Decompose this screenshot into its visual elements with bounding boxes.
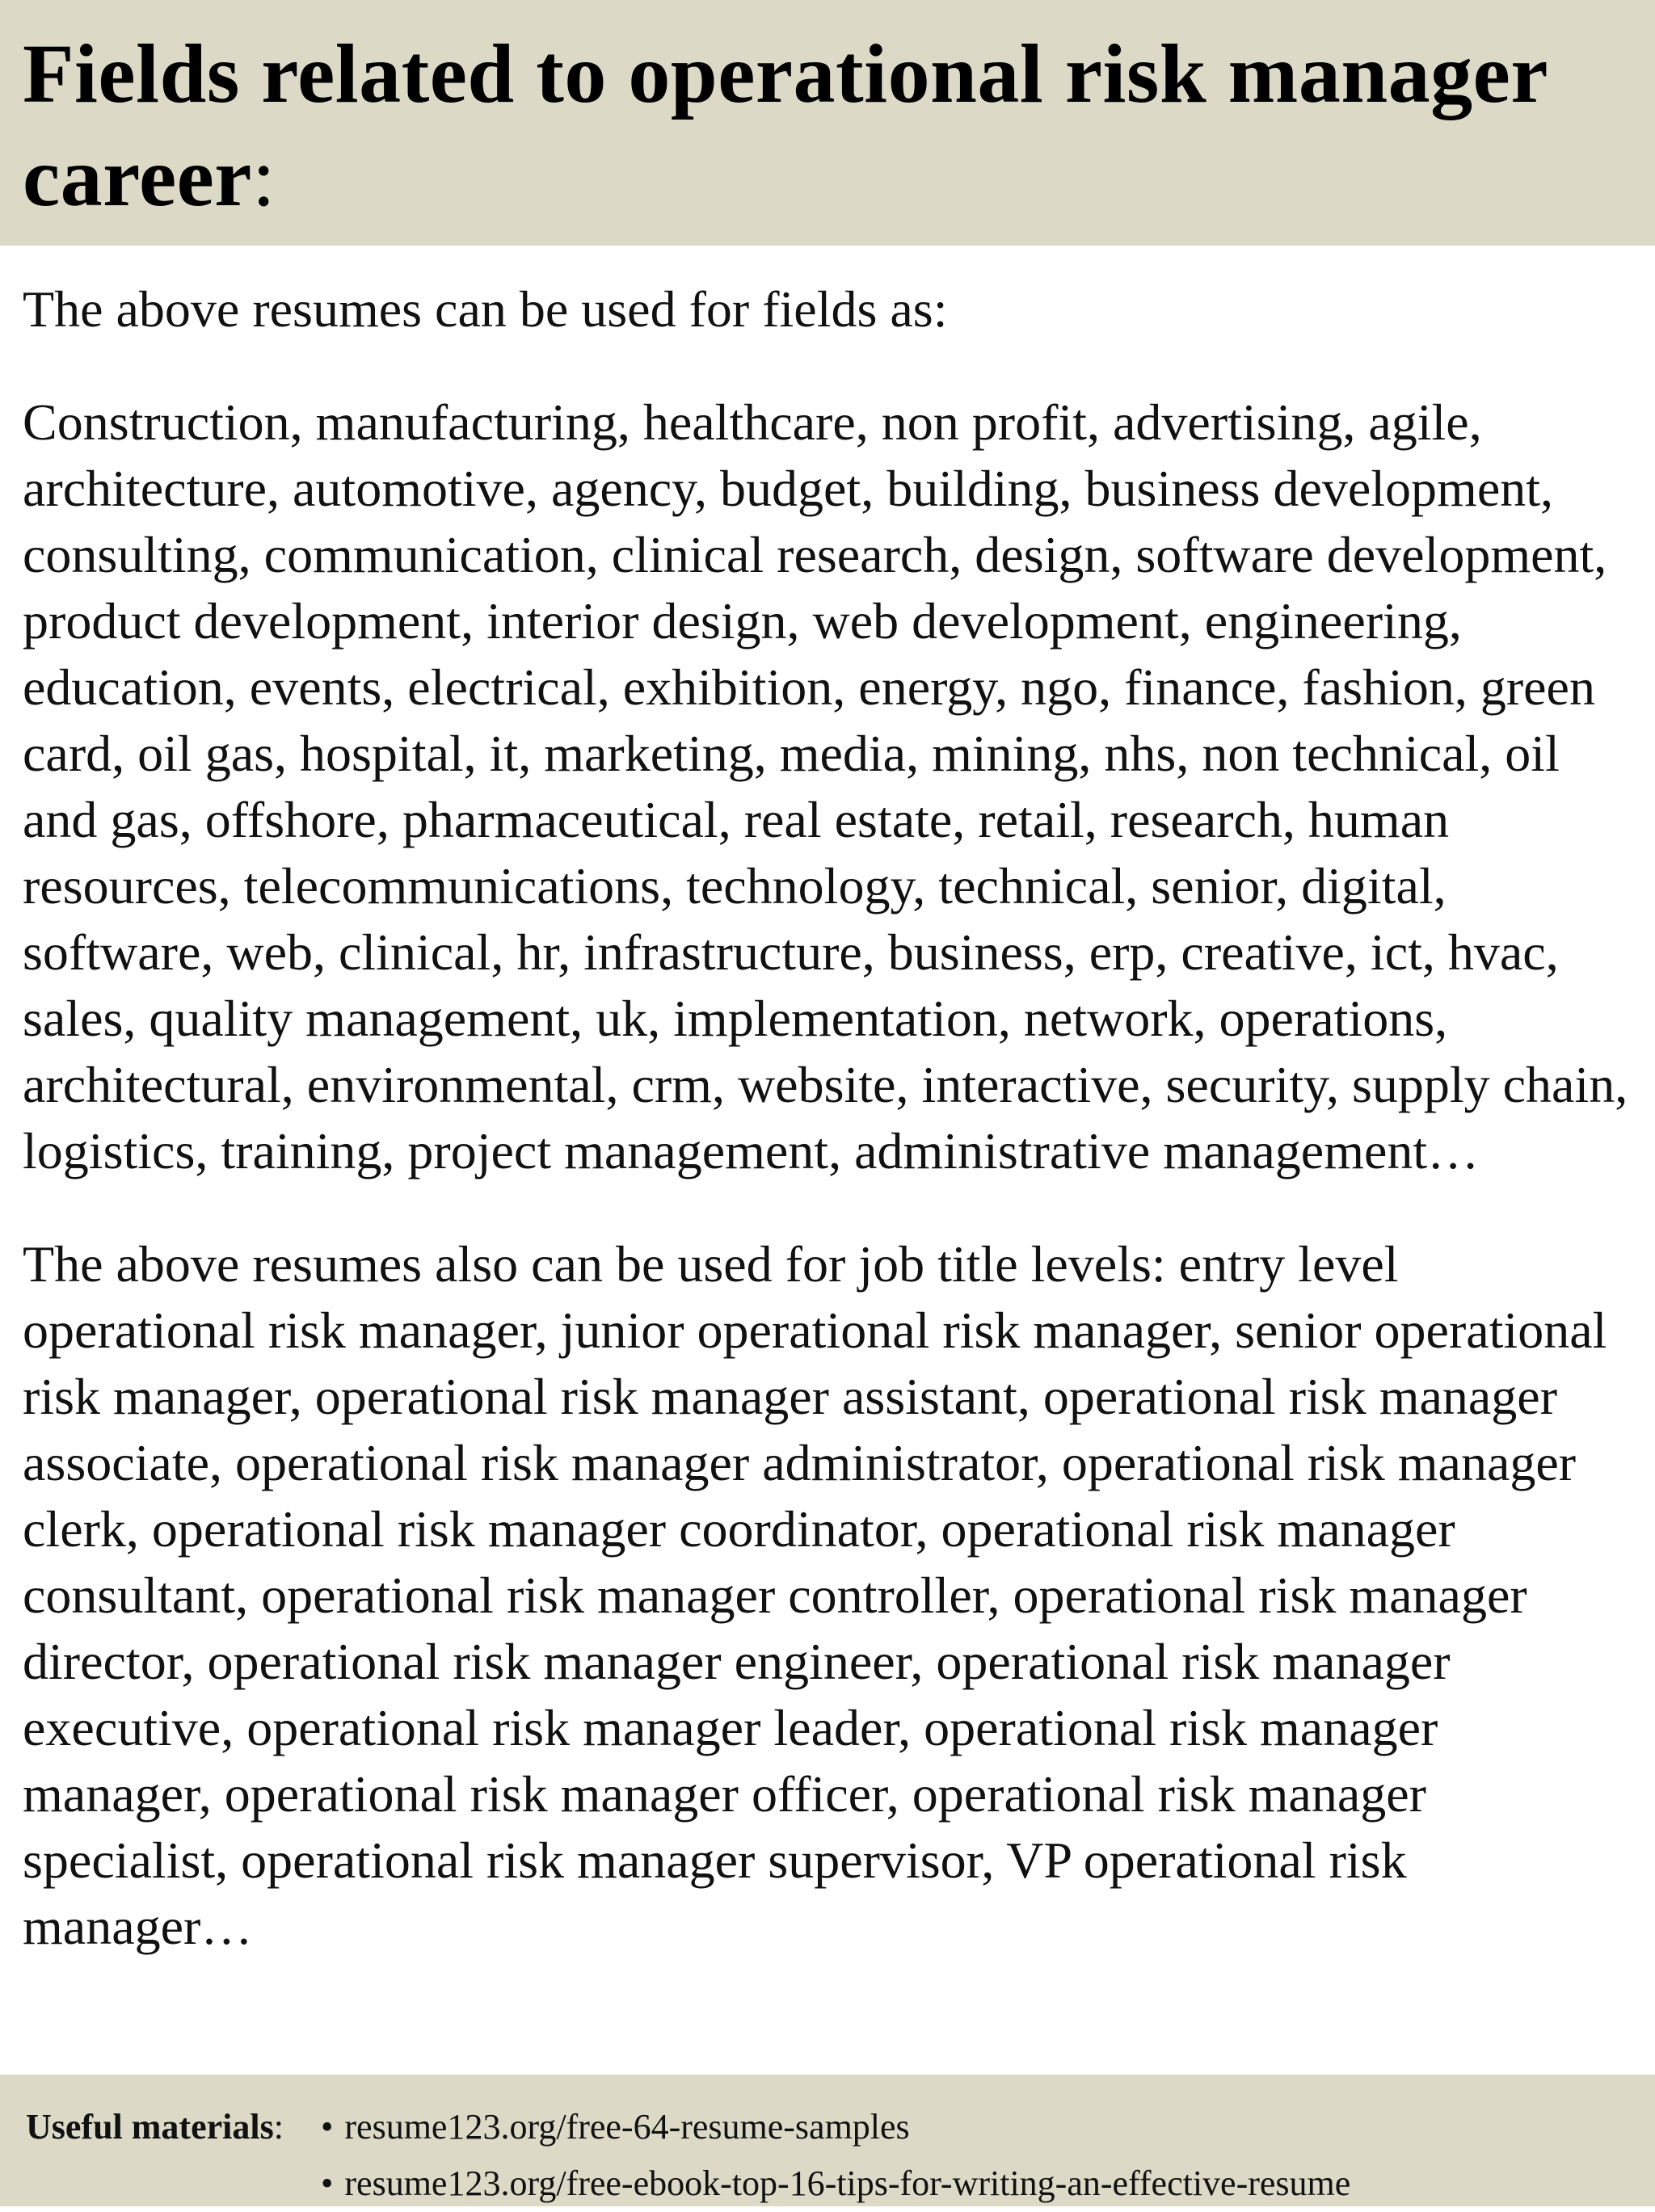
useful-materials-label-text: Useful materials	[26, 2107, 274, 2147]
page-title-text: Fields related to operational risk manager career	[23, 27, 1548, 224]
footer-label-spacer	[26, 2155, 321, 2212]
intro-paragraph: The above resumes can be used for fields as:	[23, 280, 948, 338]
page-title	[23, 23, 1632, 229]
footer-link-2-text[interactable]: resume123.org/free-ebook-top-16-tips-for-writing-an-effective-resume	[344, 2164, 1351, 2203]
job-levels-paragraph: The above resumes also can be used for job title levels: entry level operational risk manager, junior operational risk manager, senior operational risk manager, operational risk manager assistant, operational risk manager associate, operational risk manager administrator, operational risk manager clerk, operational risk manager coordinator, operational risk manager consultant, operational risk manager controller, operational risk manager director, operational risk manager engineer, operational risk manager executive, operational risk manager leader, operational risk manager manager, operational risk manager officer, operational risk manager specialist, operational risk manager supervisor, VP operational risk manager…	[23, 1235, 1607, 1955]
footer-link-2[interactable]	[321, 2155, 1350, 2212]
main-content	[23, 276, 1636, 1960]
fields-paragraph: Construction, manufacturing, healthcare, non profit, advertising, agile, architecture, automotive, agency, budget, building, business development, consulting, communication, clinical research, design, software development, product development, interior design, web development, engineering, education, events, electrical, exhibition, energy, ngo, finance, fashion, green card, oil gas, hospital, it, marketing, media, mining, nhs, non technical, oil and gas, offshore, pharmaceutical, real estate, retail, research, human resources, telecommunications, technology, technical, senior, digital, software, web, clinical, hr, infrastructure, business, erp, creative, ict, hvac, sales, quality management, uk, implementation, network, operations, architectural, environmental, crm, website, interactive, security, supply chain, logistics, training, project management, administrative management…	[23, 393, 1628, 1180]
useful-materials-label	[26, 2099, 321, 2155]
footer-link-1[interactable]	[321, 2099, 910, 2155]
page-title-colon: :	[251, 131, 276, 224]
footer-row-1	[26, 2099, 1655, 2155]
bullet-icon: •	[321, 2107, 334, 2147]
footer-link-1-text[interactable]: resume123.org/free-64-resume-samples	[344, 2107, 910, 2147]
header-banner	[0, 0, 1655, 246]
bullet-icon: •	[321, 2164, 334, 2203]
useful-materials-label-colon: :	[273, 2107, 284, 2147]
footer-row-2	[26, 2155, 1655, 2212]
footer-banner	[0, 2075, 1655, 2206]
